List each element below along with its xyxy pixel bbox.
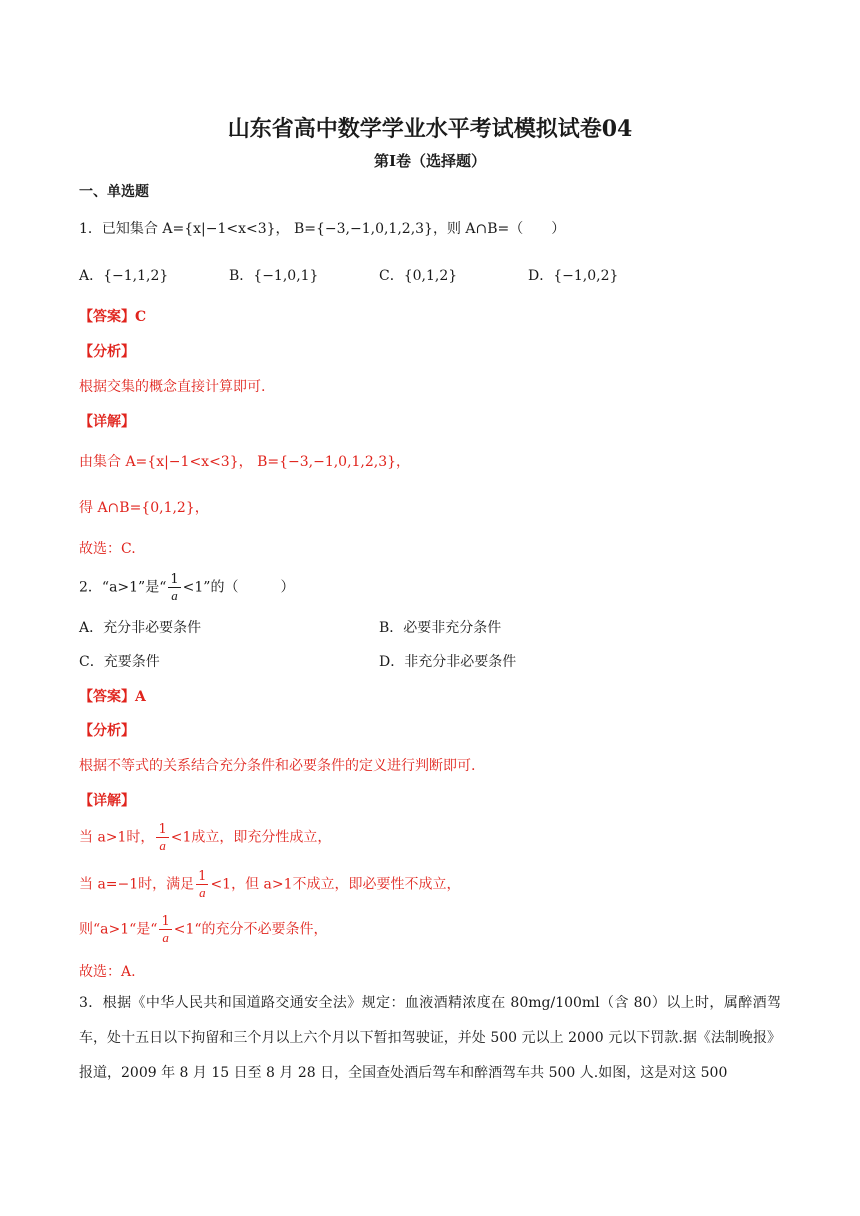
q3-stem: 3．根据《中华人民共和国道路交通安全法》规定：血液酒精浓度在 80mg/100ml（含 80）以上时，属醉酒驾车，处十五日以下拘留和三个月以上六个月以下暂扣驾驶证，并处 500 元以上 2000 元以下罚款.据《法制晚报》报道，2009 年 8 月 15 日至 8 月 28 日，全国查处酒后驾车和醉酒驾车共 500 人.如图，这是对这 500 bbox=[79, 995, 781, 1081]
detail-text: 当 a=−1时，满足 bbox=[79, 876, 195, 893]
q2-detail-line-4: 故选：A. bbox=[79, 964, 136, 980]
q1-option-a: A．{−1,1,2} bbox=[79, 268, 169, 284]
fraction-numerator: 1 bbox=[158, 822, 167, 837]
q1-analysis-tag: 【分析】 bbox=[79, 344, 135, 360]
detail-fraction bbox=[156, 822, 168, 853]
q1-analysis: 根据交集的概念直接计算即可. bbox=[79, 379, 266, 395]
detail-text: 则“a>1“是“ bbox=[79, 921, 158, 938]
q2-option-c: C．充要条件 bbox=[79, 654, 160, 670]
q2-detail-line-2 bbox=[79, 869, 461, 900]
q1-answer: 【答案】C bbox=[79, 309, 147, 325]
detail-fraction bbox=[159, 914, 171, 945]
q2-analysis: 根据不等式的关系结合充分条件和必要条件的定义进行判断即可. bbox=[79, 758, 476, 774]
q2-answer: 【答案】A bbox=[79, 689, 146, 705]
q2-stem-post: <1”的（ ） bbox=[182, 579, 295, 596]
detail-text: 当 a>1时， bbox=[79, 829, 155, 846]
fraction-denominator: a bbox=[162, 930, 169, 945]
fraction-numerator: 1 bbox=[198, 869, 207, 884]
q2-option-a: A．充分非必要条件 bbox=[79, 620, 202, 636]
fraction-numerator: 1 bbox=[161, 914, 170, 929]
q2-detail-line-1 bbox=[79, 822, 331, 853]
page-subtitle: 第Ⅰ卷（选择题） bbox=[373, 152, 487, 170]
fraction-numerator: 1 bbox=[170, 572, 179, 587]
q1-option-c: C．{0,1,2} bbox=[379, 268, 458, 284]
detail-text: <1“的充分不必要条件， bbox=[173, 921, 328, 938]
q1-option-b: B．{−1,0,1} bbox=[229, 268, 319, 284]
detail-text: <1，但 a>1不成立，即必要性不成立， bbox=[210, 876, 461, 893]
section-heading: 一、单选题 bbox=[79, 184, 149, 200]
detail-fraction bbox=[196, 869, 208, 900]
detail-text: <1成立，即充分性成立， bbox=[170, 829, 332, 846]
fraction-denominator: a bbox=[171, 588, 178, 603]
q1-detail-line: 由集合 A={x|−1<x<3}， B={−3,−1,0,1,2,3}， bbox=[79, 454, 411, 470]
fraction-denominator: a bbox=[199, 885, 206, 900]
q2-stem bbox=[79, 572, 294, 603]
q1-detail-line: 得 A∩B={0,1,2}， bbox=[79, 500, 209, 516]
q2-stem-fraction bbox=[168, 572, 180, 603]
q2-detail-line-3 bbox=[79, 914, 328, 945]
page-title: 山东省高中数学学业水平考试模拟试卷04 bbox=[227, 116, 633, 142]
q1-detail-line: 故选：C. bbox=[79, 541, 136, 557]
q2-option-b: B．必要非充分条件 bbox=[379, 620, 502, 636]
q1-option-d: D．{−1,0,2} bbox=[528, 268, 619, 284]
q2-analysis-tag: 【分析】 bbox=[79, 723, 135, 739]
q2-option-d: D．非充分非必要条件 bbox=[379, 654, 517, 670]
q1-stem: 1．已知集合 A={x|−1<x<3}， B={−3,−1,0,1,2,3}，则 A∩B=（ ） bbox=[79, 221, 566, 237]
fraction-denominator: a bbox=[159, 838, 166, 853]
q2-stem-pre: 2．“a>1”是“ bbox=[79, 579, 167, 596]
q2-detail-tag: 【详解】 bbox=[79, 793, 135, 809]
q1-detail-tag: 【详解】 bbox=[79, 414, 135, 430]
